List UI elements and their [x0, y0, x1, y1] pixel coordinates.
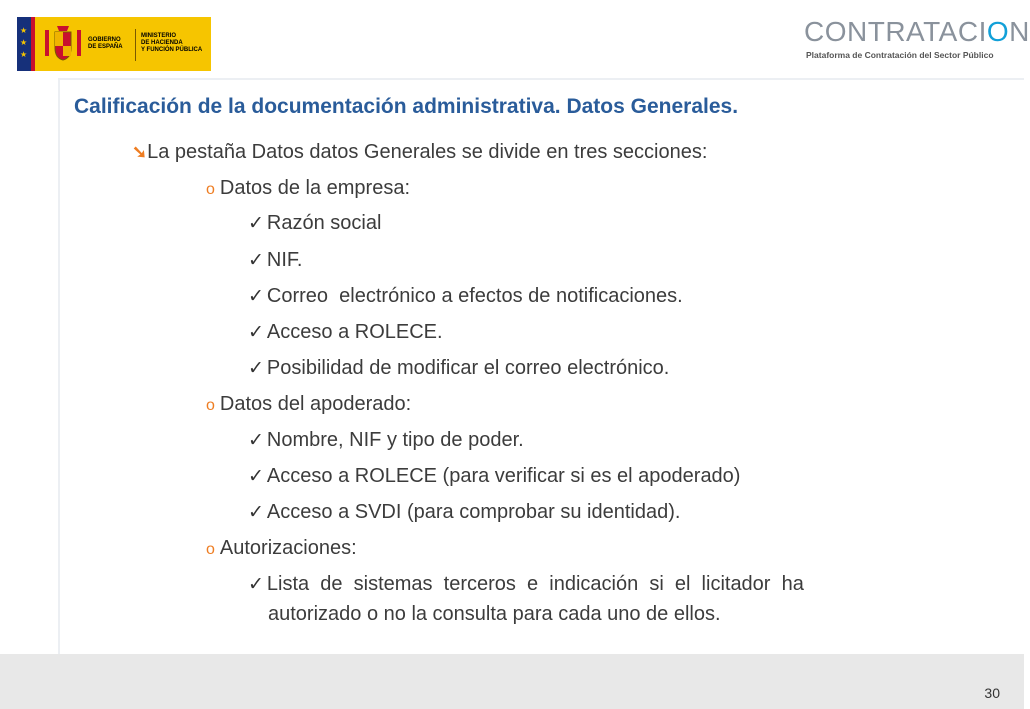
- list-item: ✓ Nombre, NIF y tipo de poder.: [248, 429, 524, 451]
- header-divider: [60, 78, 1024, 80]
- checkmark-icon: ✓: [248, 574, 264, 595]
- list-item: ✓ NIF.: [248, 249, 303, 271]
- checkmark-icon: ✓: [248, 322, 264, 343]
- checkmark-icon: ✓: [248, 430, 264, 451]
- contratacion-logo: CONTRATACION: [804, 16, 1030, 47]
- platform-subtitle: Plataforma de Contratación del Sector Público: [806, 50, 994, 60]
- checkmark-icon: ✓: [248, 213, 264, 234]
- page-title: Calificación de la documentación administrativa. Datos Generales.: [74, 95, 739, 118]
- ministry-label-2: DE HACIENDA: [141, 40, 183, 46]
- coat-of-arms-icon: [43, 24, 83, 64]
- arrow-bullet-icon: ➘: [132, 142, 148, 162]
- checkmark-icon: ✓: [248, 250, 264, 271]
- list-item: ✓ Lista de sistemas terceros e indicación si el licitador ha: [248, 573, 804, 595]
- intro-text: La pestaña Datos datos Generales se divide en tres secciones:: [147, 141, 708, 163]
- circle-bullet-icon: o: [206, 181, 215, 198]
- section-heading: o Autorizaciones:: [206, 537, 357, 559]
- government-logo: [17, 17, 211, 71]
- page-number: 30: [984, 685, 1000, 701]
- section-heading: o Datos del apoderado:: [206, 393, 412, 415]
- list-item: ✓ Acceso a ROLECE.: [248, 321, 443, 343]
- checkmark-icon: ✓: [248, 502, 264, 523]
- list-item: ✓ Acceso a SVDI (para comprobar su identidad).: [248, 501, 681, 523]
- list-item: ✓ Razón social: [248, 212, 382, 234]
- list-item: ✓ Acceso a ROLECE (para verificar si es el apoderado): [248, 465, 741, 487]
- ministry-label-1: MINISTERIO: [141, 33, 177, 39]
- checkmark-icon: ✓: [248, 466, 264, 487]
- section-heading: o Datos de la empresa:: [206, 177, 411, 199]
- gov-label-1: GOBIERNO: [88, 37, 121, 43]
- left-divider: [58, 78, 60, 654]
- power-o-icon: O: [986, 16, 1010, 47]
- header: [0, 0, 1030, 78]
- list-item-continuation: autorizado o no la consulta para cada uno de ellos.: [268, 603, 721, 625]
- ministry-label-3: Y FUNCIÓN PÚBLICA: [141, 47, 203, 53]
- list-item: ✓ Posibilidad de modificar el correo electrónico.: [248, 357, 670, 379]
- list-item: ✓ Correo electrónico a efectos de notificaciones.: [248, 285, 683, 307]
- checkmark-icon: ✓: [248, 358, 264, 379]
- footer: [0, 654, 1024, 709]
- circle-bullet-icon: o: [206, 397, 215, 414]
- circle-bullet-icon: o: [206, 541, 215, 558]
- gov-label-2: DE ESPAÑA: [88, 44, 123, 50]
- checkmark-icon: ✓: [248, 286, 264, 307]
- intro-line: [132, 140, 707, 164]
- eu-flag-icon: ★ ★ ★: [17, 17, 31, 71]
